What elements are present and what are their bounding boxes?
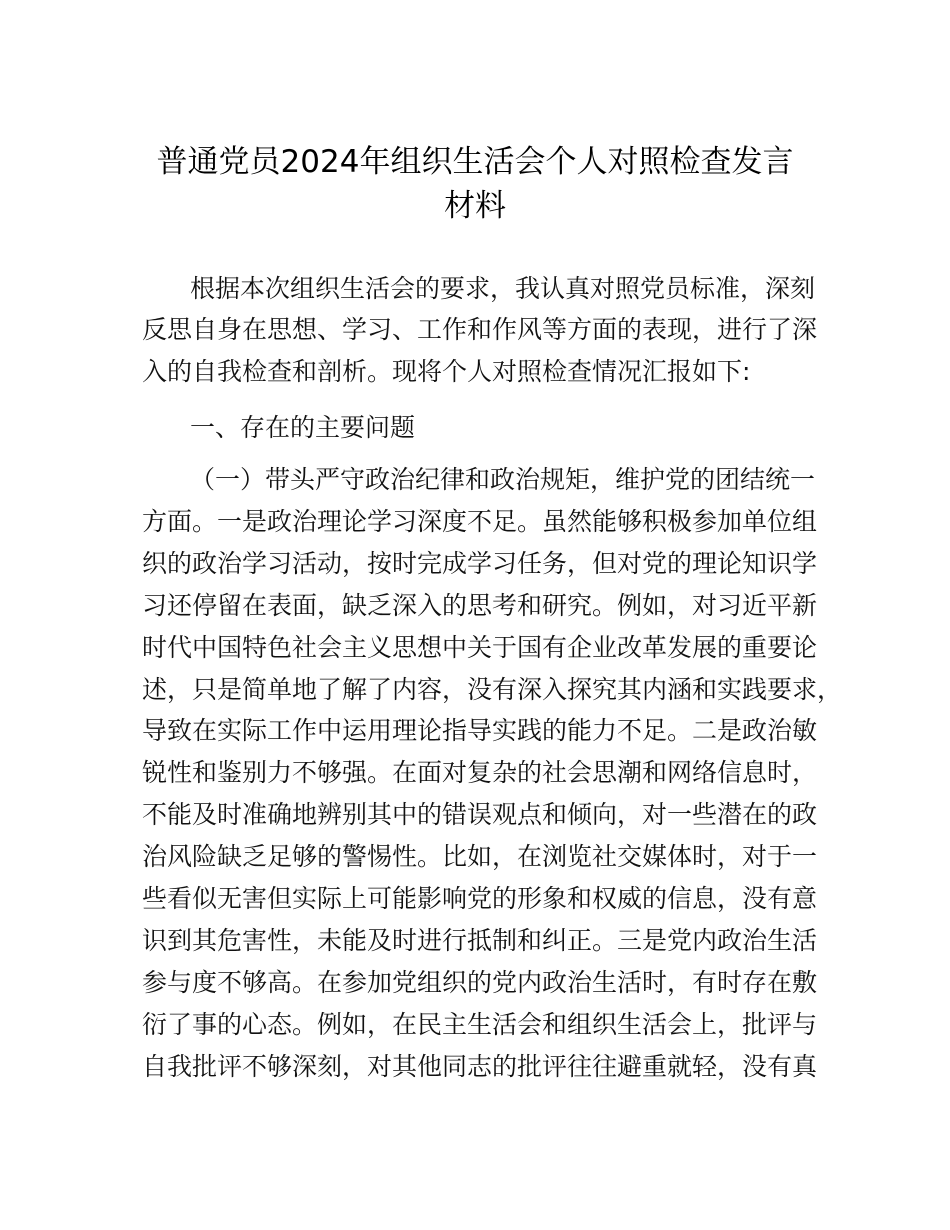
body-line: 治风险缺乏足够的警惕性。比如，在浏览社交媒体时，对于一 [142,842,818,872]
body-line: 识到其危害性，未能及时进行抵制和纠正。三是党内政治生活 [142,925,818,955]
document-title-line-2: 材料 [444,188,506,224]
body-line: 不能及时准确地辨别其中的错误观点和倾向，对一些潜在的政 [142,800,818,830]
body-line: 锐性和鉴别力不够强。在面对复杂的社会思潮和网络信息时， [142,758,818,788]
body-line: 织的政治学习活动，按时完成学习任务，但对党的理论知识学 [142,548,818,578]
body-line: 述，只是简单地了解了内容，没有深入探究其内涵和实践要求， [142,674,843,704]
body-line: 习还停留在表面，缺乏深入的思考和研究。例如，对习近平新 [142,590,818,620]
body-line: 时代中国特色社会主义思想中关于国有企业改革发展的重要论 [142,632,818,662]
body-line: 些看似无害但实际上可能影响党的形象和权威的信息，没有意 [142,884,818,913]
body-line: 导致在实际工作中运用理论指导实践的能力不足。二是政治敏 [142,716,818,746]
body-line: （一）带头严守政治纪律和政治规矩，维护党的团结统一 [190,465,816,494]
section-heading: 一、存在的主要问题 [190,413,416,442]
intro-line: 根据本次组织生活会的要求，我认真对照党员标准，深刻 [190,274,816,303]
body-line: 自我批评不够深刻，对其他同志的批评往往避重就轻，没有真 [142,1051,818,1081]
body-line: 参与度不够高。在参加党组织的党内政治生活时，有时存在敷 [142,967,818,997]
document-title-line-1: 普通党员2024年组织生活会个人对照检查发言 [156,144,794,180]
intro-line: 入的自我检查和剖析。现将个人对照检查情况汇报如下: [142,357,751,386]
body-line: 衍了事的心态。例如，在民主生活会和组织生活会上，批评与 [142,1009,818,1039]
intro-line: 反思自身在思想、学习、工作和作风等方面的表现，进行了深 [142,315,818,344]
body-line: 方面。一是政治理论学习深度不足。虽然能够积极参加单位组 [142,506,818,536]
